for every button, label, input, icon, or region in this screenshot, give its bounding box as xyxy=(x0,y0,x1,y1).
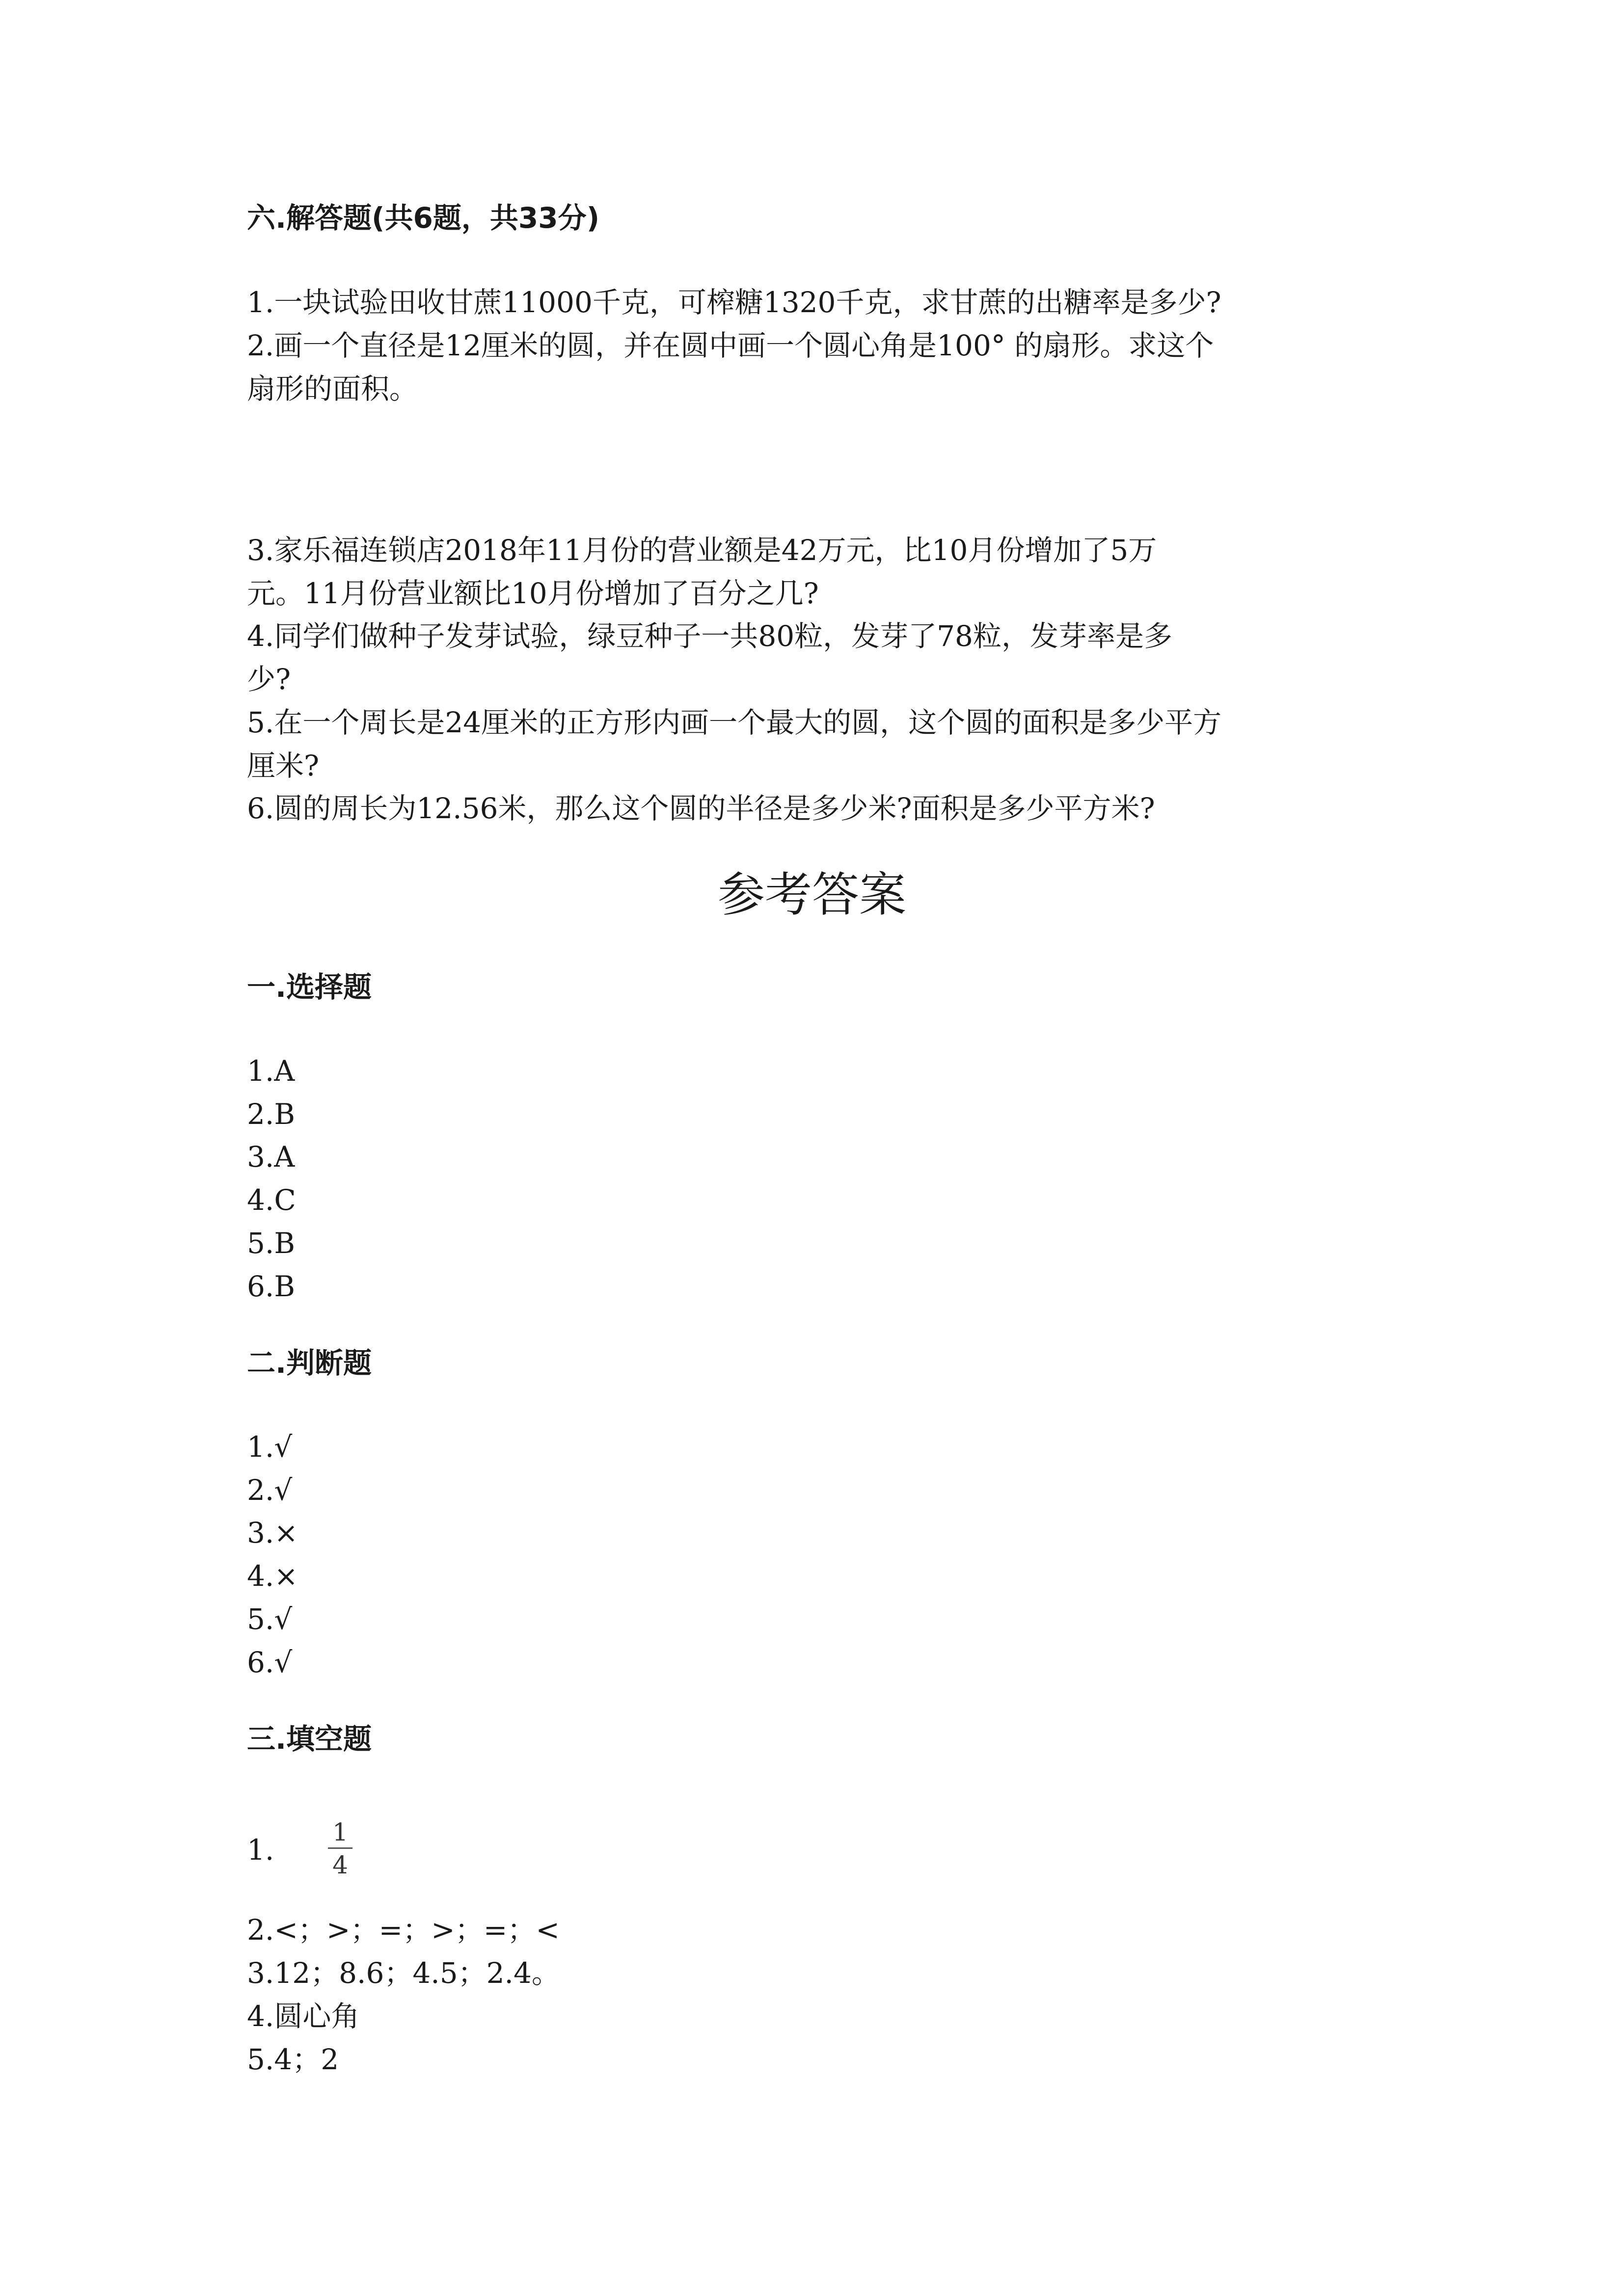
question-line: 少? xyxy=(247,663,291,696)
fraction-numerator: 1 xyxy=(332,1818,348,1846)
answer-item: 4.C xyxy=(247,1183,296,1217)
answer-key-title: 参考答案 xyxy=(718,867,906,922)
answer-item: 1.A xyxy=(247,1054,295,1088)
question-line: 2.画一个直径是12厘米的圆，并在圆中画一个圆心角是100° 的扇形。求这个 xyxy=(247,329,1214,362)
answer-item: 6.B xyxy=(247,1270,295,1303)
fraction-bar xyxy=(328,1847,352,1849)
answer-item: 4.× xyxy=(247,1559,298,1593)
answer-item: 2.√ xyxy=(247,1473,293,1507)
answer-item-label: 1. xyxy=(247,1833,274,1867)
fraction-denominator: 4 xyxy=(332,1851,348,1879)
question-line: 6.圆的周长为12.56米，那么这个圆的半径是多少米?面积是多少平方米? xyxy=(247,792,1155,825)
question-line: 4.同学们做种子发芽试验，绿豆种子一共80粒，发芽了78粒，发芽率是多 xyxy=(247,619,1172,653)
answer-item: 2.B xyxy=(247,1097,295,1131)
question-line: 扇形的面积。 xyxy=(247,372,418,405)
section2-heading: 二.判断题 xyxy=(247,1346,372,1380)
answer-item: 5.B xyxy=(247,1227,295,1260)
answer-item: 6.√ xyxy=(247,1646,293,1679)
question-line: 1.一块试验田收甘蔗11000千克，可榨糖1320千克，求甘蔗的出糖率是多少? xyxy=(247,286,1221,319)
answer-item: 3.× xyxy=(247,1516,298,1549)
answer-item: 4.圆心角 xyxy=(247,2000,360,2033)
fraction xyxy=(328,1820,352,1877)
section6-heading: 六.解答题(共6题，共33分) xyxy=(247,201,600,235)
answer-item: 1.√ xyxy=(247,1430,293,1464)
section3-heading: 三.填空题 xyxy=(247,1722,372,1756)
answer-item: 5.√ xyxy=(247,1602,293,1636)
question-line: 厘米? xyxy=(247,749,320,782)
answer-item: 2.<；>；=；>；=；< xyxy=(247,1913,560,1947)
section1-heading: 一.选择题 xyxy=(247,970,372,1004)
answer-item: 3.12；8.6；4.5；2.4。 xyxy=(247,1956,560,1990)
question-line: 5.在一个周长是24厘米的正方形内画一个最大的圆，这个圆的面积是多少平方 xyxy=(247,706,1222,739)
question-line: 元。11月份营业额比10月份增加了百分之几? xyxy=(247,577,819,610)
question-line: 3.家乐福连锁店2018年11月份的营业额是42万元，比10月份增加了5万 xyxy=(247,534,1157,567)
answer-item: 3.A xyxy=(247,1140,295,1174)
answer-item: 5.4；2 xyxy=(247,2043,339,2076)
